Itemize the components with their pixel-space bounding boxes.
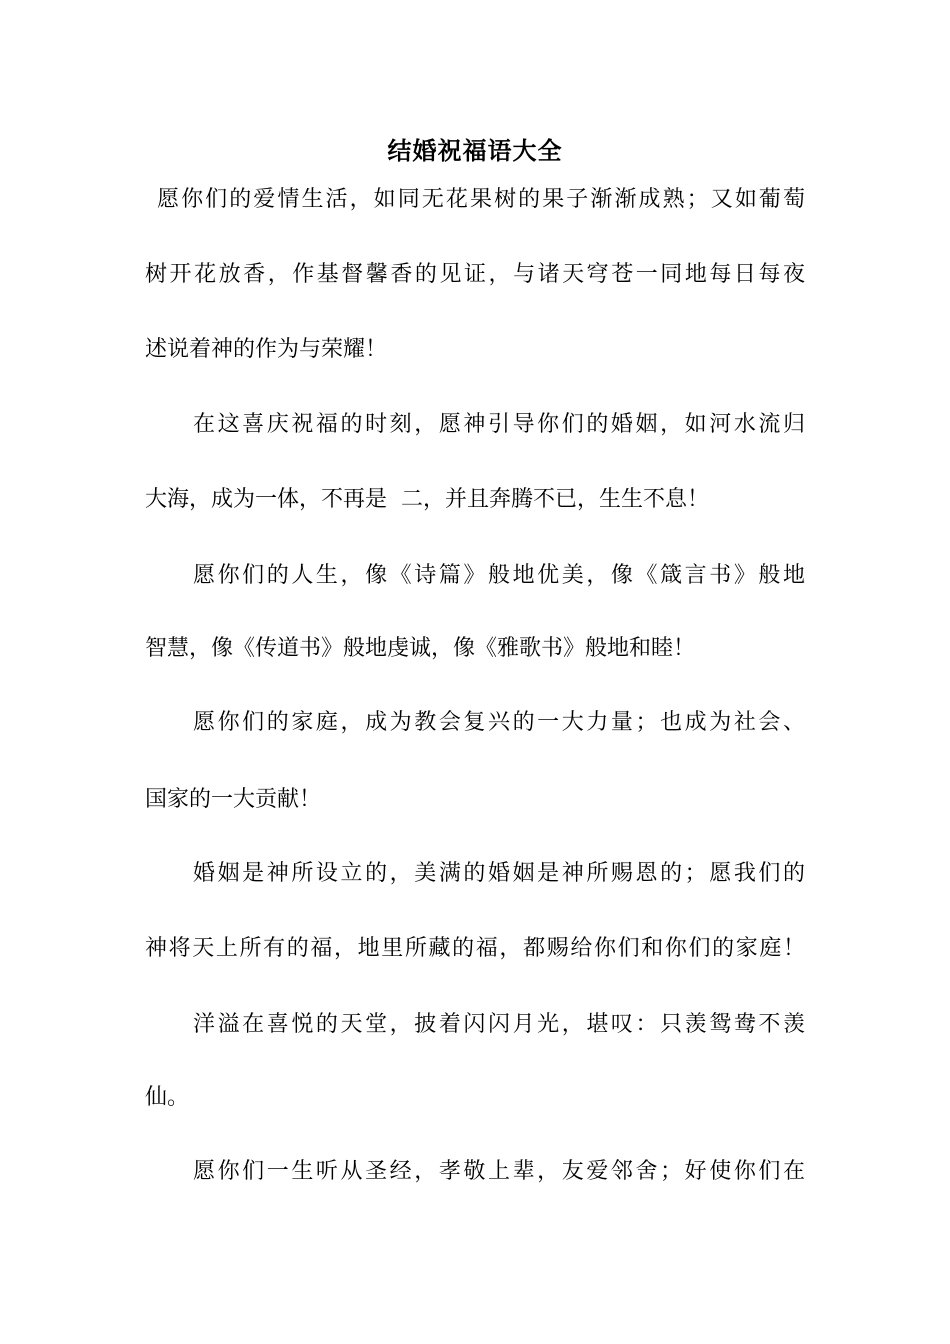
paragraph-line: 愿你们的家庭，成为教会复兴的一大力量；也成为社会、 — [193, 710, 805, 735]
paragraph-line: 仙。 — [145, 1085, 190, 1110]
paragraph-line: 大海，成为一体，不再是 二，并且奔腾不已，生生不息！ — [145, 487, 709, 512]
paragraph-line: 愿你们的爱情生活，如同无花果树的果子渐渐成熟；又如葡萄 — [157, 187, 805, 212]
paragraph-line: 树开花放香，作基督馨香的见证，与诸天穹苍一同地每日每夜 — [145, 262, 805, 287]
document-title: 结婚祝福语大全 — [387, 136, 563, 165]
paragraph-line: 愿你们的人生，像《诗篇》般地优美，像《箴言书》般地 — [193, 563, 805, 588]
paragraph-line: 神将天上所有的福，地里所藏的福，都赐给你们和你们的家庭！ — [145, 936, 805, 961]
paragraph-line: 婚姻是神所设立的，美满的婚姻是神所赐恩的；愿我们的 — [193, 861, 805, 886]
paragraph-line: 述说着神的作为与荣耀！ — [145, 337, 388, 362]
paragraph-line: 洋溢在喜悦的天堂，披着闪闪月光，堪叹：只羡鸳鸯不羡 — [193, 1012, 805, 1037]
paragraph-line: 国家的一大贡献！ — [145, 787, 322, 812]
paragraph-line: 在这喜庆祝福的时刻，愿神引导你们的婚姻，如河水流归 — [193, 412, 805, 437]
paragraph-line: 智慧，像《传道书》般地虔诚，像《雅歌书》般地和睦！ — [145, 636, 696, 661]
paragraph-line: 愿你们一生听从圣经，孝敬上辈，友爱邻舍；好使你们在 — [193, 1159, 805, 1184]
